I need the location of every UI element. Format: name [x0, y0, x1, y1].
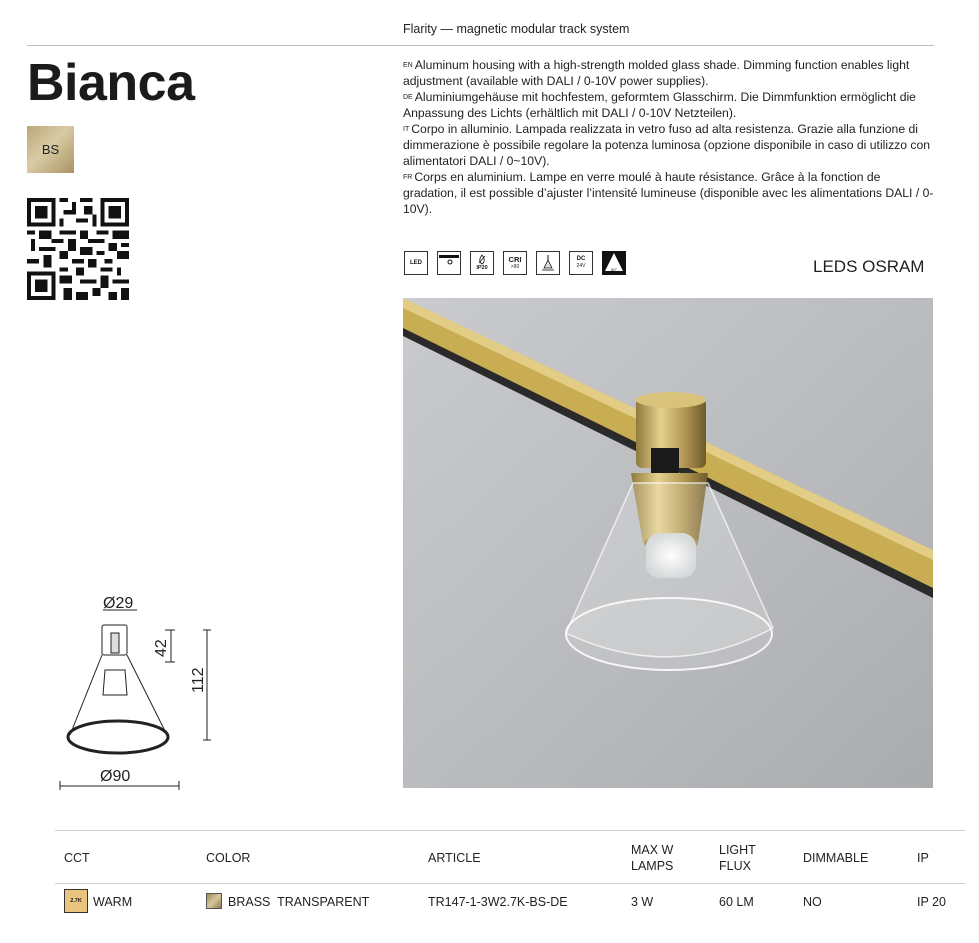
table-top-divider — [55, 830, 965, 831]
product-photo — [403, 298, 933, 788]
leds-brand: LEDS OSRAM — [813, 257, 925, 276]
header-max-w-line2: LAMPS — [631, 859, 674, 873]
description-fr — [403, 169, 938, 217]
lang-tag-de: DE — [403, 94, 413, 101]
finish-swatch — [27, 126, 74, 173]
cri-icon-sub: >90 — [510, 264, 520, 270]
header-ip: IP — [917, 851, 929, 865]
cri-icon — [503, 251, 527, 275]
lang-tag-en: EN — [403, 62, 413, 69]
dc-icon-sub: 24V — [576, 263, 586, 269]
row-flux: 60 LM — [719, 895, 754, 909]
header-dimmable: DIMMABLE — [803, 851, 869, 865]
ip20-icon-label: IP20 — [476, 265, 488, 271]
description-en-text: Aluminum housing with a high-strength molded glass shade. Dimming function enables light adjustment (available with DALI / 0-10V power supplies). — [403, 58, 910, 88]
lamp-icon — [536, 251, 560, 275]
description-fr-text: Corps en aluminium. Lampe en verre moulé à haute résistance. Grâce à la fonction de gradation, il est possible d’ajuster l’intensité lumineuse (disponible avec les alimentations DALI / 0-10V). — [403, 170, 934, 216]
product-title: Bianca — [27, 54, 195, 112]
color-swatch — [206, 893, 222, 909]
ip20-icon — [470, 251, 494, 275]
product-description — [403, 57, 938, 217]
description-de-text: Aluminiumgehäuse mit hochfestem, geformtem Glasschirm. Die Dimmfunktion ermöglicht die Anpassung des Lichts (erhältlich mit DALI / 0-10V Netzteilen). — [403, 90, 916, 120]
header-flux-line1: LIGHT — [719, 843, 756, 857]
total-height-label: 112 — [190, 667, 207, 693]
led-icon — [404, 251, 428, 275]
top-divider — [27, 45, 934, 46]
table-header-divider — [55, 883, 965, 884]
bottom-diameter-label: Ø90 — [100, 768, 131, 785]
lang-tag-fr: FR — [403, 174, 413, 181]
description-de — [403, 89, 938, 121]
beam-angle-label: 60° — [610, 266, 618, 272]
feature-icons — [404, 251, 626, 275]
dc-icon-label: DC — [576, 256, 586, 262]
row-max-w: 3 W — [631, 895, 654, 909]
header-cct: CCT — [64, 851, 90, 865]
description-en — [403, 57, 938, 89]
cct-badge: 2.7K — [64, 889, 88, 913]
dc-icon — [569, 251, 593, 275]
track-icon — [437, 251, 461, 275]
header-flux-line2: FLUX — [719, 859, 751, 873]
header-light-flux — [719, 842, 756, 874]
row-dimmable: NO — [803, 895, 822, 909]
row-ip: IP 20 — [917, 895, 946, 909]
row-article: TR147-1-3W2.7K-BS-DE — [428, 895, 568, 909]
led-icon-label: LED — [410, 259, 422, 266]
dimension-drawing — [55, 595, 235, 795]
neck-height-label: 42 — [153, 639, 170, 657]
beam-angle-icon — [602, 251, 626, 275]
header-max-w-line1: MAX W — [631, 843, 674, 857]
qr-code-icon — [27, 198, 129, 300]
finish-code: BS — [41, 142, 60, 157]
row-color: BRASS TRANSPARENT — [228, 895, 370, 909]
description-it-text: Corpo in alluminio. Lampada realizzata in vetro fuso ad alta resistenza. Grazie alla funzione di dimmerazione è possibile regolare la potenza luminosa (opzione disponibile in caso di utilizzo con alimentatori DALI / 0~10V). — [403, 122, 931, 168]
description-it — [403, 121, 938, 169]
series-subtitle: Flarity — magnetic modular track system — [403, 22, 630, 36]
cri-icon-label: CRI — [508, 255, 522, 264]
lang-tag-it: IT — [403, 126, 410, 133]
row-cct: WARM — [93, 895, 133, 909]
header-color: COLOR — [206, 851, 251, 865]
header-max-w — [631, 842, 673, 874]
header-article: ARTICLE — [428, 851, 481, 865]
top-diameter-label: Ø29 — [103, 595, 134, 612]
